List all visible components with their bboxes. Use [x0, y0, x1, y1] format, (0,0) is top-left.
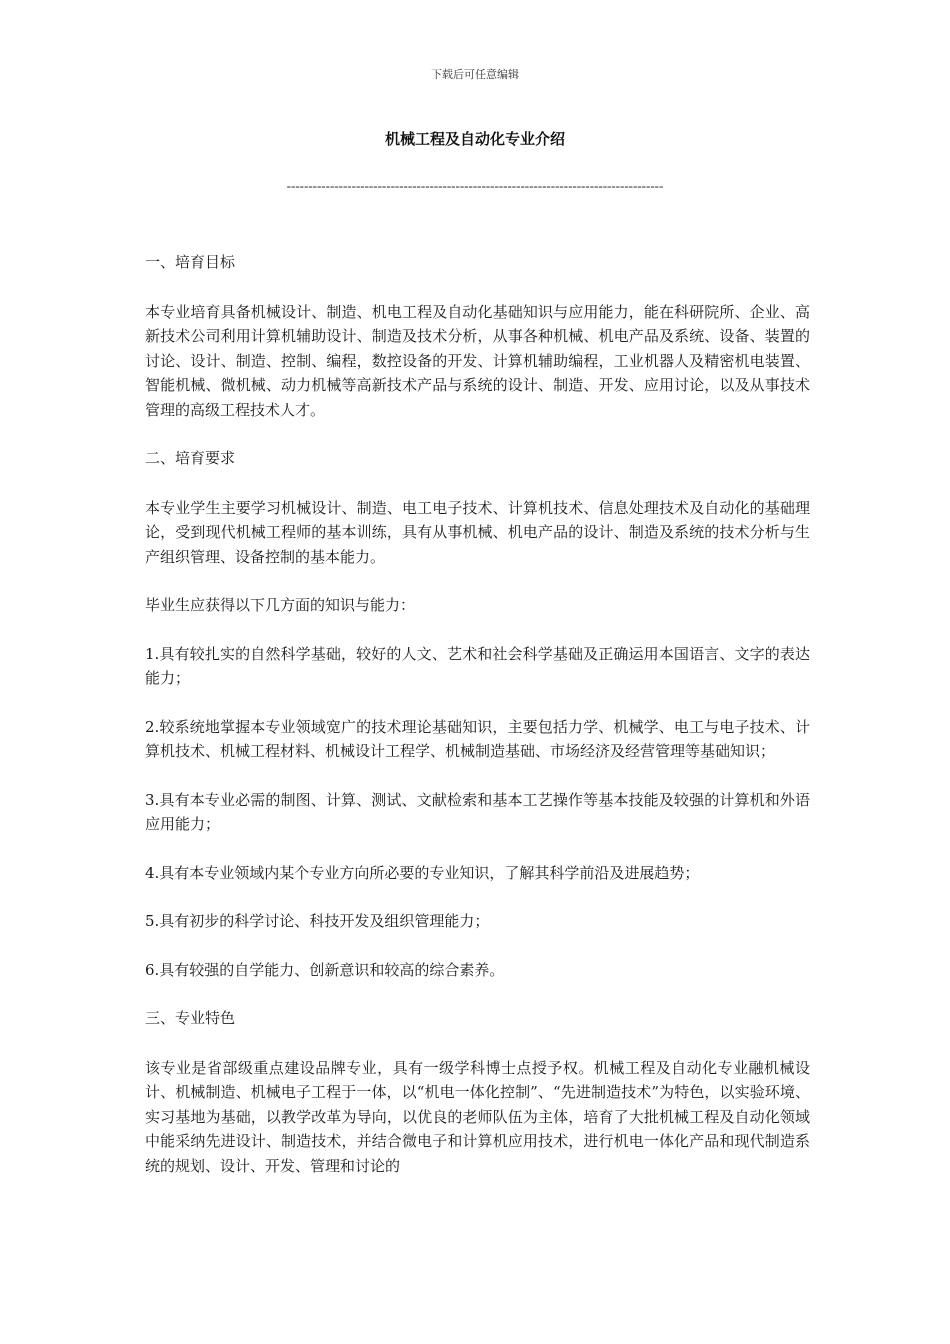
- page-title: 机械工程及自动化专业介绍: [384, 130, 565, 148]
- section-heading-requirements: 二、培育要求: [145, 449, 236, 467]
- separator-line: ---------------------------------------------------------------------------------------: [286, 178, 664, 193]
- paragraph-abilities-intro: 毕业生应获得以下几方面的知识与能力：: [145, 596, 416, 614]
- ability-item-1: 1.具有较扎实的自然科学基础，较好的人文、艺术和社会科学基础及正确运用本国语言、文字的表达能力；: [145, 644, 810, 687]
- paragraph-goal: 本专业培育具备机械设计、制造、机电工程及自动化基础知识与应用能力，能在科研院所、企业、高新技术公司利用计算机辅助设计、制造及技术分析，从事各种机械、机电产品及系统、设备、装置的讨论、设计、制造、控制、编程，数控设备的开发、计算机辅助编程，工业机器人及精密机电装置、智能机械、微机械、动力机械等高新技术产品与系统的设计、制造、开发、应用讨论，以及从事技术管理的高级工程技术人才。: [145, 302, 810, 419]
- header-note: 下载后可任意编辑: [431, 68, 519, 81]
- paragraph-requirements: 本专业学生主要学习机械设计、制造、电工电子技术、计算机技术、信息处理技术及自动化的基础理论，受到现代机械工程师的基本训练，具有从事机械、机电产品的设计、制造及系统的技术分析与生产组织管理、设备控制的基本能力。: [145, 498, 810, 566]
- ability-item-6: 6.具有较强的自学能力、创新意识和较高的综合素养。: [145, 960, 505, 979]
- paragraph-features: 该专业是省部级重点建设品牌专业，具有一级学科博士点授予权。机械工程及自动化专业融机械设计、机械制造、机械电子工程于一体，以“机电一体化控制”、“先进制造技术”为特色，以实验环境、实习基地为基础，以教学改革为导向，以优良的老师队伍为主体，培育了大批机械工程及自动化领域中能采纳先进设计、制造技术，并结合微电子和计算机应用技术，进行机电一体化产品和现代制造系统的规划、设计、开发、管理和讨论的: [145, 1058, 810, 1175]
- section-heading-features: 三、专业特色: [145, 1009, 236, 1027]
- ability-item-5: 5.具有初步的科学讨论、科技开发及组织管理能力；: [145, 912, 490, 930]
- document-body: [145, 250, 810, 1202]
- ability-item-4: 4.具有本专业领域内某个专业方向所必要的专业知识，了解其科学前沿及进展趋势；: [145, 863, 700, 882]
- ability-item-2: 2.较系统地掌握本专业领域宽广的技术理论基础知识，主要包括力学、机械学、电工与电子技术、计算机技术、机械工程材料、机械设计工程学、机械制造基础、市场经济及经营管理等基础知识；: [145, 717, 810, 760]
- section-heading-goal: 一、培育目标: [145, 253, 236, 271]
- ability-item-3: 3.具有本专业必需的制图、计算、测试、文献检索和基本工艺操作等基本技能及较强的计算机和外语应用能力；: [145, 790, 810, 833]
